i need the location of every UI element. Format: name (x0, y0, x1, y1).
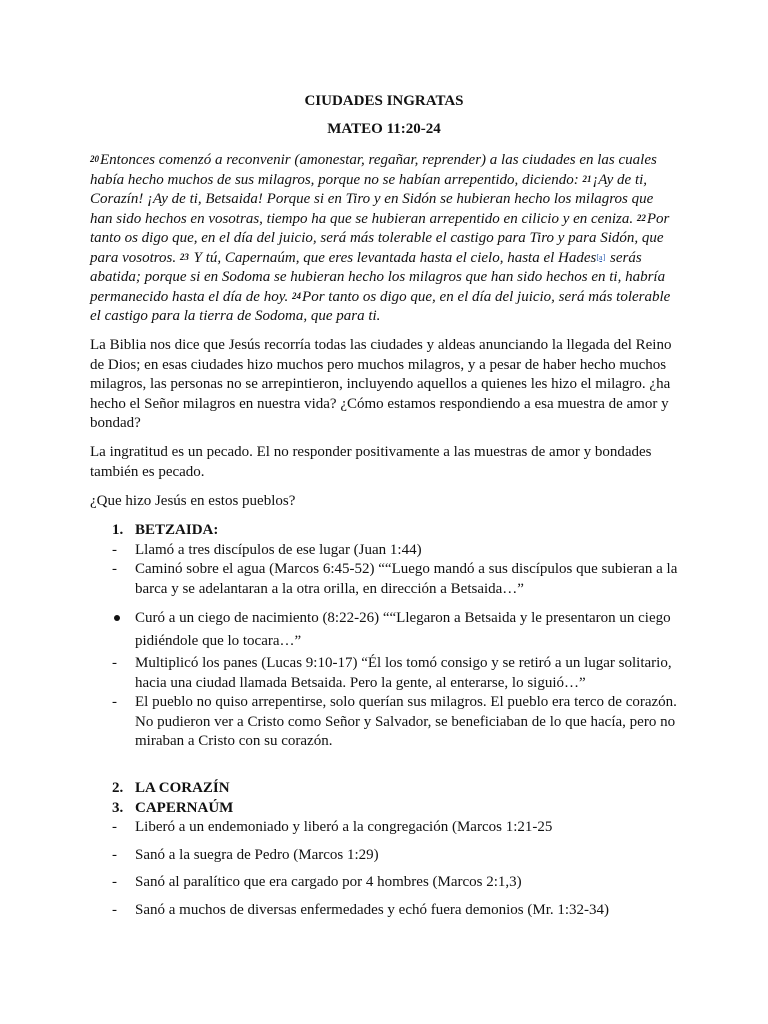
list-item-text: Curó a un ciego de nacimiento (8:22-26) ““Llegaron a Betsaida y le presentaron un ciego pidiéndole que lo tocara…” (135, 610, 671, 649)
section-heading-text: LA CORAZÍN (135, 780, 230, 796)
list-item-text: El pueblo no quiso arrepentirse, solo querían sus milagros. El pueblo era terco de corazón. No pudieron ver a Cristo como Señor y Salvador, se beneficiaban de lo que hacía, pero no miraban a Cristo con su corazón. (135, 694, 677, 749)
list-item (90, 846, 680, 866)
list-item (90, 541, 680, 561)
footnote-link[interactable]: [a] (596, 252, 606, 262)
dash-marker: - (112, 694, 117, 710)
section-heading-text: BETZAIDA: (135, 522, 219, 538)
list-item (90, 818, 680, 838)
verse-number: 21 (582, 173, 592, 184)
list-item-text: Multiplicó los panes (Lucas 9:10-17) “Él los tomó consigo y se retiró a un lugar solitario, hacia una ciudad llamada Betsaida. Pero la gente, al enterarse, lo siguió…” (135, 655, 672, 691)
dash-marker: - (112, 561, 117, 577)
verse-number: 24 (292, 290, 302, 301)
list-number: 2. (112, 780, 124, 796)
body-paragraph: ¿Que hizo Jesús en estos pueblos? (90, 493, 296, 509)
list-item-text: Sanó al paralítico que era cargado por 4 hombres (Marcos 2:1,3) (135, 874, 522, 890)
list-item-text: Llamó a tres discípulos de ese lugar (Juan 1:44) (135, 541, 422, 558)
dash-marker: - (112, 874, 117, 890)
dash-marker: - (112, 846, 117, 863)
verse-text: Por tanto os digo que, en el día del juicio, será más tolerable el castigo para la tierra de Sodoma, que para ti. (90, 288, 671, 324)
list-item (90, 901, 680, 921)
verse-number: 20 (90, 154, 99, 164)
verse-number: 23 (179, 251, 189, 262)
dash-marker: - (112, 819, 117, 835)
list-number: 3. (112, 799, 124, 816)
body-paragraph: La ingratitud es un pecado. El no responder positivamente a las muestras de amor y bondades también es pecado. (90, 444, 652, 480)
section-heading (90, 521, 680, 541)
dash-marker: - (112, 541, 117, 558)
dash-marker: - (112, 901, 117, 918)
section-heading (90, 799, 680, 819)
list-item-text: Caminó sobre el agua (Marcos 6:45-52) ““Luego mandó a sus discípulos que subieran a la barca y se adelantaran a la otra orilla, en dirección a Betsaida…” (135, 561, 678, 597)
list-item-text: Liberó a un endemoniado y liberó a la congregación (Marcos 1:21-25 (135, 819, 553, 835)
list-item (90, 873, 680, 893)
verse-text: Y tú, Capernaúm, que eres levantada hasta el cielo, hasta el Hades (189, 249, 597, 266)
bullet-icon (114, 615, 120, 621)
list-item-text: Sanó a la suegra de Pedro (Marcos 1:29) (135, 846, 379, 863)
list-item (90, 560, 680, 599)
dash-marker: - (112, 655, 117, 671)
verse-number: 22 (636, 212, 646, 223)
section-heading-text: CAPERNAÚM (135, 799, 234, 816)
verse-text: serás abatida; porque si en Sodoma se hubieran hecho los milagros que han sido hechos en ti, habría permanecido hasta el día de hoy. (90, 249, 666, 305)
section-heading (90, 779, 680, 799)
list-item (90, 693, 680, 752)
verse-text: Entonces comenzó a reconvenir (amonestar, regañar, reprender) a las ciudades en las cuales había hecho muchos de sus milagros, porque no se habían arrepentido, diciendo: (90, 152, 657, 188)
list-item (90, 607, 680, 653)
verse-text: ¡Ay de ti, Corazín! ¡Ay de ti, Betsaida! Porque si en Tiro y en Sidón se hubieran hecho los milagros que han sido hechos en vosotras, tiempo ha que se hubieran arrepentido en cilicio y en ceniza. (90, 171, 654, 227)
document-title: CIUDADES INGRATAS (304, 93, 464, 109)
scripture-reference: MATEO 11:20-24 (327, 121, 441, 137)
list-item (90, 654, 680, 693)
section-list-continued (90, 779, 680, 920)
list-number: 1. (112, 522, 124, 538)
section-betzaida (90, 521, 680, 752)
scripture-passage (90, 151, 676, 327)
list-item-text: Sanó a muchos de diversas enfermedades y echó fuera demonios (Mr. 1:32-34) (135, 901, 610, 918)
body-paragraph: La Biblia nos dice que Jesús recorría todas las ciudades y aldeas anunciando la llegada del Reino de Dios; en esas ciudades hizo muchos pero muchos milagros, y a pesar de haber hecho muchos milagros, las personas no se arrepintieron, incluyendo aquellos a quienes les hizo el milagro. ¿ha hecho el Señor milagros en nuestra vida? ¿Cómo estamos respondiendo a esa muestra de amor y bondad? (90, 337, 672, 431)
verse-text: Por tanto os digo que, en el día del juicio, será más tolerable el castigo para Tiro y para Sidón, que para vosotros. (90, 210, 670, 266)
